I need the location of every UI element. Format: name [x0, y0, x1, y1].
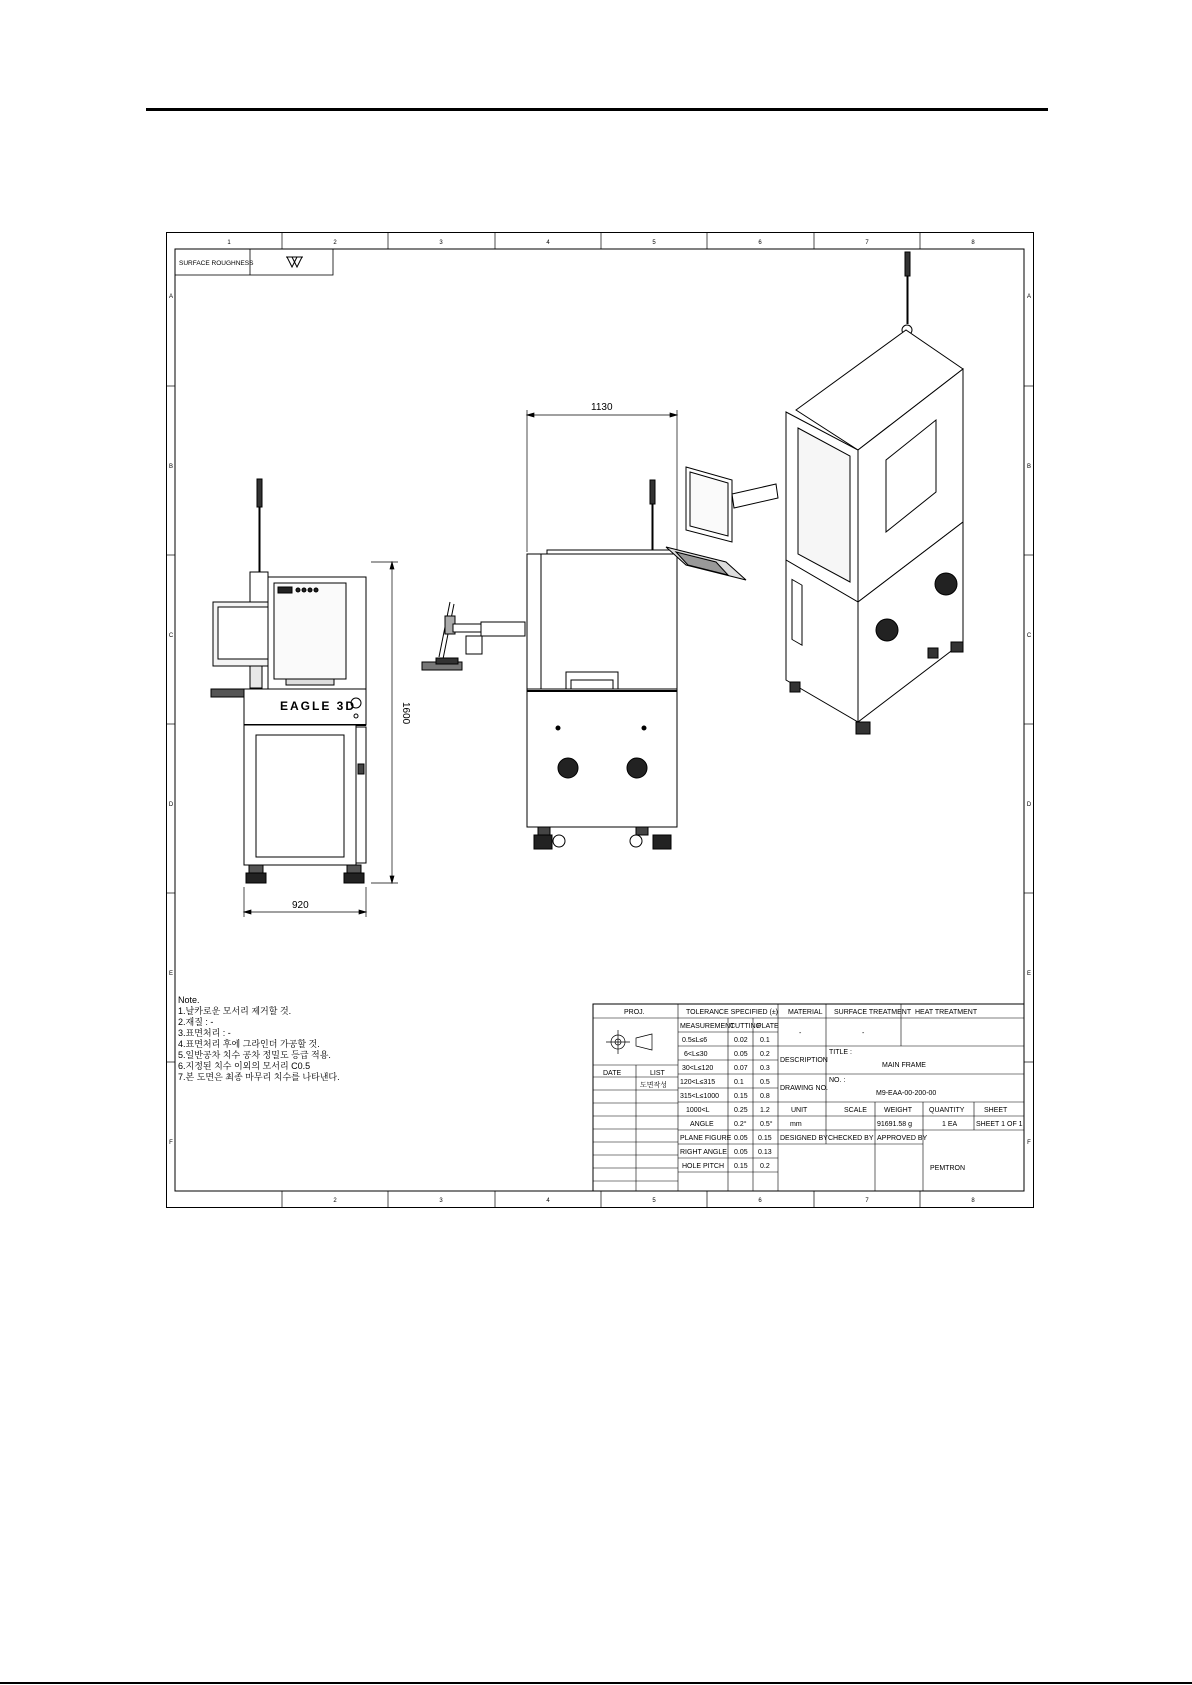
- grid-row-label: E: [1026, 971, 1032, 977]
- grid-row-label: C: [168, 633, 174, 639]
- grid-col-label: 6: [758, 1198, 762, 1204]
- dimension-920: 920: [292, 900, 309, 911]
- tol-cell: 0.2: [760, 1051, 770, 1058]
- title-block: [593, 1004, 1024, 1191]
- note-line: 5.일반공차 치수 공차 정밀도 등급 적용.: [178, 1050, 331, 1060]
- heat-treatment-label: HEAT TREATMENT: [915, 1009, 978, 1016]
- tol-cell: ANGLE: [690, 1121, 714, 1128]
- tol-cell: 0.5°: [760, 1121, 773, 1128]
- isometric-view: [666, 252, 963, 734]
- tol-cell: 0.15: [758, 1135, 772, 1142]
- tol-cell: 0.8: [760, 1093, 770, 1100]
- sheet-value: SHEET 1 OF 1: [976, 1121, 1023, 1128]
- unit-label: UNIT: [791, 1107, 808, 1114]
- tol-cell: 0.2°: [734, 1121, 747, 1128]
- tol-cell: 0.1: [734, 1079, 744, 1086]
- grid-col-label: 1: [227, 240, 231, 246]
- header-rule: [146, 108, 1048, 111]
- surface-treatment-value: -: [862, 1030, 865, 1037]
- unit-value: mm: [790, 1121, 802, 1128]
- dimension-1600: 1600: [400, 702, 411, 725]
- grid-row-label: B: [168, 464, 174, 470]
- tol-cell: 0.1: [760, 1037, 770, 1044]
- tol-cell: 0.05: [734, 1135, 748, 1142]
- grid-col-label: 4: [546, 240, 550, 246]
- tol-cell: 0.15: [734, 1093, 748, 1100]
- drawing-sheet: [166, 232, 1034, 1208]
- tol-cell: RIGHT ANGLE: [680, 1149, 727, 1156]
- note-line: 2.재질 : -: [178, 1017, 214, 1027]
- front-view: [211, 479, 366, 883]
- grid-col-label: 5: [652, 1198, 656, 1204]
- side-view: [422, 480, 677, 849]
- tol-header: PLATE: [757, 1023, 779, 1030]
- proj-label: PROJ.: [624, 1009, 645, 1016]
- grid-col-label: 2: [333, 240, 337, 246]
- grid-row-label: F: [169, 1140, 173, 1146]
- tol-cell: 0.15: [734, 1163, 748, 1170]
- no-label: NO. :: [829, 1077, 846, 1084]
- quantity-value: 1 EA: [942, 1121, 958, 1128]
- drawing-no-label: DRAWING NO.: [780, 1085, 828, 1092]
- description-label: DESCRIPTION: [780, 1057, 828, 1064]
- note-line: 3.표면처리 : -: [178, 1028, 231, 1038]
- tol-cell: 0.3: [760, 1065, 770, 1072]
- note-line: 7.본 도면은 최종 마무리 치수를 나타낸다.: [178, 1072, 340, 1082]
- tol-cell: 6<L≤30: [684, 1051, 708, 1058]
- tol-cell: 30<L≤120: [682, 1065, 714, 1072]
- surface-roughness-box: [175, 249, 333, 275]
- side-dimensions: [527, 402, 677, 552]
- surface-roughness-label: SURFACE ROUGHNESS: [179, 260, 254, 267]
- company-logo: PEMTRON: [930, 1165, 965, 1172]
- tol-cell: 0.02: [734, 1037, 748, 1044]
- grid-col-label: 8: [971, 240, 975, 246]
- list-label: LIST: [650, 1070, 665, 1077]
- material-value: -: [799, 1030, 802, 1037]
- grid-col-label: 4: [546, 1198, 550, 1204]
- grid-row-label: A: [168, 294, 174, 300]
- grid-col-label: 2: [333, 1198, 337, 1204]
- grid-col-label: 7: [865, 1198, 869, 1204]
- grid-col-label: 5: [652, 240, 656, 246]
- date-label: DATE: [603, 1070, 622, 1077]
- drawing-title: MAIN FRAME: [882, 1062, 926, 1069]
- approved-by-label: APPROVED BY: [877, 1135, 928, 1142]
- surface-treatment-label: SURFACE TREATMENT: [834, 1009, 912, 1016]
- tol-cell: 120<L≤315: [680, 1079, 716, 1086]
- roughness-symbol-icon: [286, 257, 303, 267]
- grid-row-label: D: [168, 802, 174, 808]
- sheet-label: SHEET: [984, 1107, 1008, 1114]
- weight-label: WEIGHT: [884, 1107, 912, 1114]
- quantity-label: QUANTITY: [929, 1107, 965, 1114]
- checked-by-label: CHECKED BY: [828, 1135, 874, 1142]
- note-line: 4.표면처리 후에 그라인더 가공할 것.: [178, 1039, 320, 1049]
- tolerance-rows: [680, 1037, 773, 1170]
- weight-value: 91691.58 g: [877, 1121, 913, 1128]
- tol-header: MEASUREMENT: [680, 1023, 735, 1030]
- notes-title: Note.: [178, 995, 200, 1005]
- grid-col-label: 3: [439, 240, 443, 246]
- note-line: 1.날카로운 모서리 제거할 것.: [178, 1006, 292, 1016]
- grid-col-label: 6: [758, 240, 762, 246]
- scale-label: SCALE: [844, 1107, 867, 1114]
- tol-cell: 315<L≤1000: [680, 1093, 720, 1100]
- note-line: 6.지정된 치수 이외의 모서리 C0.5: [178, 1061, 311, 1071]
- material-label: MATERIAL: [788, 1009, 823, 1016]
- grid-row-label: E: [168, 971, 174, 977]
- tol-cell: 0.13: [758, 1149, 772, 1156]
- engineering-drawing: [166, 232, 1034, 1208]
- grid-col-label: 7: [865, 240, 869, 246]
- dimension-1130: 1130: [591, 402, 613, 413]
- tol-cell: 0.05: [734, 1149, 748, 1156]
- grid-col-label: 3: [439, 1198, 443, 1204]
- tolerance-title: TOLERANCE SPECIFIED (±): [686, 1009, 779, 1016]
- tol-cell: 0.2: [760, 1163, 770, 1170]
- footer-rule: [0, 1682, 1192, 1684]
- grid-row-label: B: [1026, 464, 1032, 470]
- tol-cell: 0.07: [734, 1065, 748, 1072]
- title-label: TITLE :: [829, 1049, 852, 1056]
- grid-row-label: A: [1026, 294, 1032, 300]
- tol-cell: PLANE FIGURE: [680, 1135, 732, 1142]
- notes-block: [178, 995, 340, 1082]
- tol-cell: 0.5: [760, 1079, 770, 1086]
- grid-row-label: D: [1026, 802, 1032, 808]
- tol-cell: 0.05: [734, 1051, 748, 1058]
- tol-cell: 0.25: [734, 1107, 748, 1114]
- tol-cell: HOLE PITCH: [682, 1163, 725, 1170]
- grid-col-label: 8: [971, 1198, 975, 1204]
- tol-cell: 1.2: [760, 1107, 770, 1114]
- tol-cell: 1000<L: [686, 1107, 710, 1114]
- designed-by-label: DESIGNED BY: [780, 1135, 828, 1142]
- grid-row-label: C: [1026, 633, 1032, 639]
- tol-cell: 0.5≤L≤6: [682, 1037, 708, 1044]
- tol-header: CUTTING: [730, 1023, 762, 1030]
- list-value: 도면작성: [640, 1082, 668, 1089]
- front-badge: EAGLE 3D: [280, 699, 357, 713]
- grid-row-label: F: [1027, 1140, 1031, 1146]
- drawing-number: M9-EAA-00-200-00: [876, 1090, 937, 1097]
- projection-symbol-icon: [606, 1030, 652, 1054]
